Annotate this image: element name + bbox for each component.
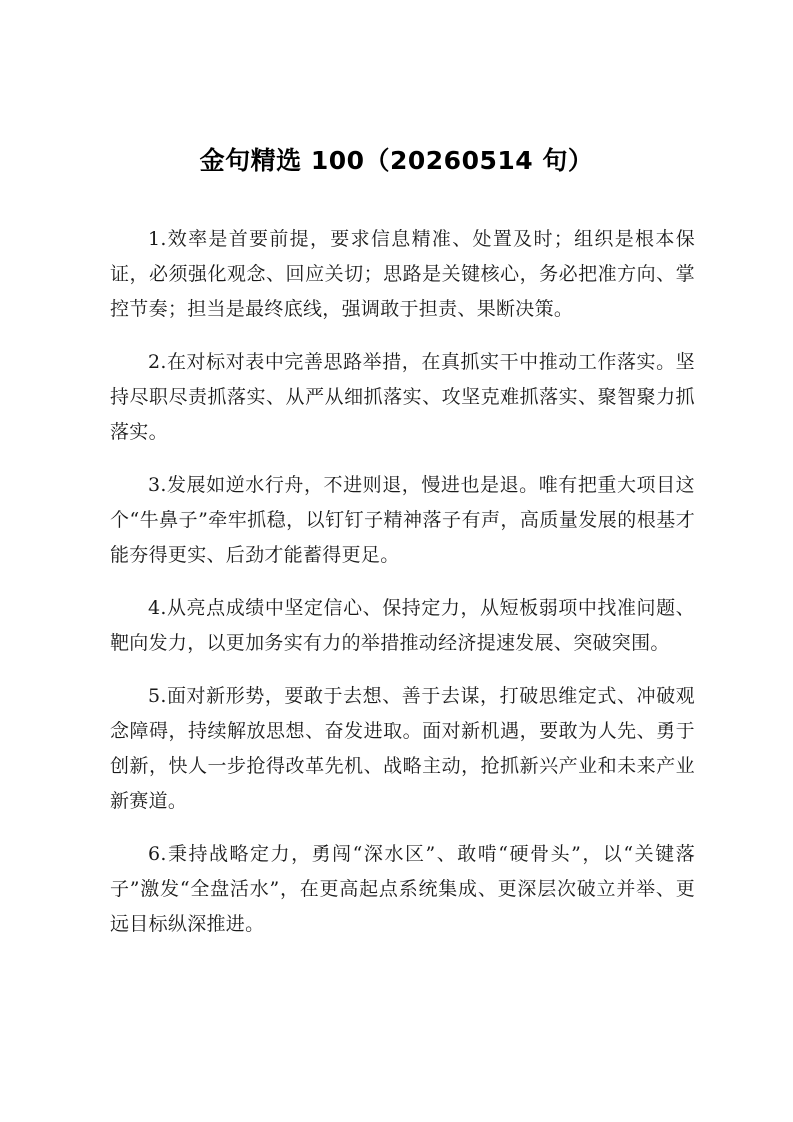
paragraph-4: 4.从亮点成绩中坚定信心、保持定力，从短板弱项中找准问题、靶向发力，以更加务实有力的举措推动经济提速发展、突破突围。 <box>110 597 695 654</box>
document-title: 金句精选 100（20260514 句） <box>199 146 594 175</box>
paragraph-1: 1.效率是首要前提，要求信息精准、处置及时；组织是根本保证，必须强化观念、回应关切；思路是关键核心，务必把准方向、掌控节奏；担当是最终底线，强调敢于担责、果断决策。 <box>110 228 695 320</box>
paragraph-3: 3.发展如逆水行舟，不进则退，慢进也是退。唯有把重大项目这个“牛鼻子”牵牢抓稳，以钉钉子精神落子有声，高质量发展的根基才能夯得更实、后劲才能蓄得更足。 <box>110 474 695 566</box>
paragraph-2: 2.在对标对表中完善思路举措，在真抓实干中推动工作落实。坚持尽职尽责抓落实、从严从细抓落实、攻坚克难抓落实、聚智聚力抓落实。 <box>110 351 695 443</box>
paragraph-5: 5.面对新形势，要敢于去想、善于去谋，打破思维定式、冲破观念障碍，持续解放思想、奋发进取。面对新机遇，要敢为人先、勇于创新，快人一步抢得改革先机、战略主动，抢抓新兴产业和未来产业新赛道。 <box>110 685 695 812</box>
paragraph-6: 6.秉持战略定力，勇闯“深水区”、敢啃“硬骨头”，以“关键落子”激发“全盘活水”，在更高起点系统集成、更深层次破立并举、更远目标纵深推进。 <box>110 843 695 935</box>
document-body <box>110 222 695 960</box>
